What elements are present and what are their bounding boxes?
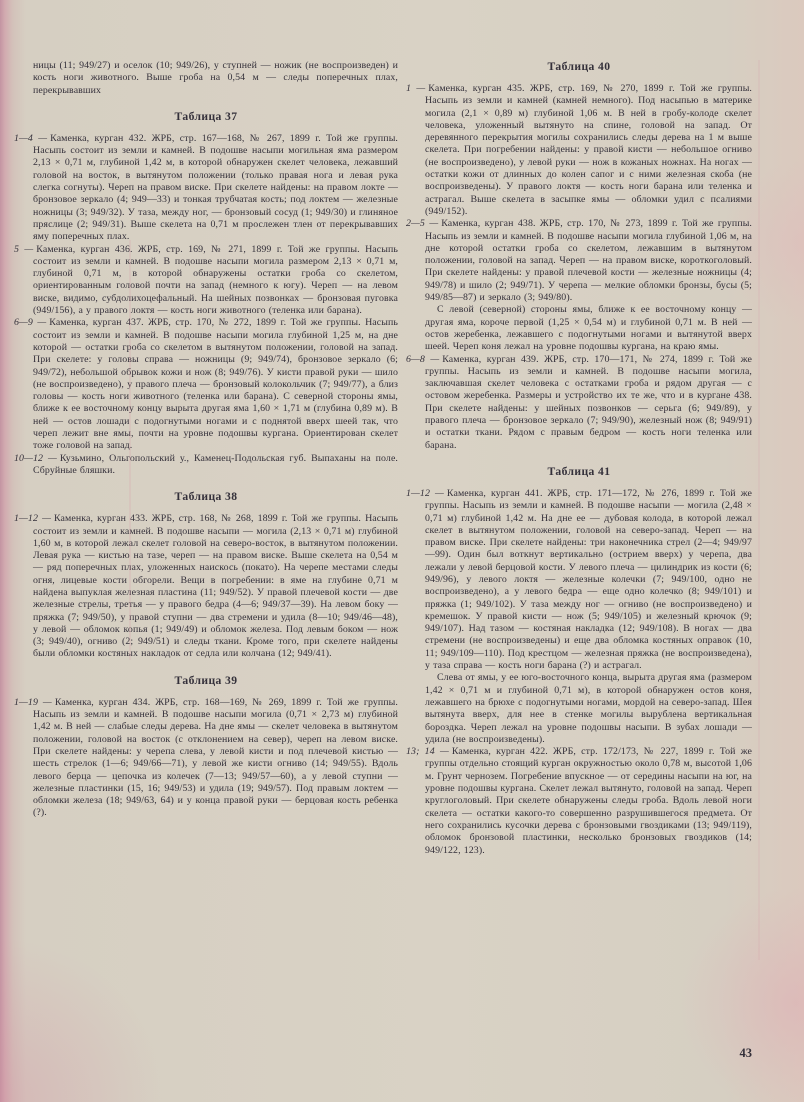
catalog-entry — [14, 317, 398, 452]
entry-number: 1—12 — — [14, 513, 51, 525]
entry-text: Каменка, курган 438. ЖРБ, стр. 170, № 273, 1899 г. Той же группы. Насыпь из земли и камней. В подошве насыпи могила глубиной 1,06 м, на дне которой остатки гроба со скелетом, лежавшим в вытянутом положении, головой на запад. Череп — на правом виске, короткоголовый. При скелете найдены: у правой плечевой кости — железные ножницы (4; 949/78) и шило (2; 949/71). У черепа — мелкие обломки бронзы, бусы (5; 949/85—87) и зеркало (3; 949/80). — [425, 218, 753, 304]
entry-number: 1—19 — — [14, 696, 52, 708]
entry-text: Каменка, курган 433. ЖРБ, стр. 168, № 268, 1899 г. Той же группы. Насыпь состоит из земли и камней. В подошве насыпи — могила (2,13 × 0,71 м) глубиной 1,60 м, в которой лежал скелет головой на северо-восток, в вытянутом положении. Левая рука — кистью на тазе, череп — на правом виске. Выше скелета на 0,54 м — ряд поперечных плах, уложенных наискось (покато). На черепе местами следы огня, лицевые кости обгорели. Вещи в погребении: в яме на глубине 0,71 м найдена выпуклая железная пластина (11; 949/52). У правой плечевой кости — две железные стрелы, третья — у правого бедра (4—6; 949/37—39). На левом боку — пряжка (7; 949/50), у правой ступни — два стремени и удила (8—10; 949/46—48), у левой — обломок копья (1; 949/49) и обломок железа. Под левым боком — нож (3; 949/40), огниво (2; 949/51) и следы ткани. Кроме того, при скелете найдены были обломки костяных накладок от седла или колчана (12; 949/41). — [33, 513, 398, 660]
catalog-entry — [406, 746, 752, 857]
entry-text: Каменка, курган 435. ЖРБ, стр. 169, № 270, 1899 г. Той же группы. Насыпь из земли и камней (камней немного). Под насыпью в материке могила (2,1 × 0,89 м) глубиной 1,06 м. В ней в гробу-колоде скелет человека, уложенный вытянуто на спине, головой на запад. От деревянного перекрытия могилы сохранились следы дерева на 1 м выше скелета. При погребении найдены: у правой кисти — небольшое огниво (не воспроизведено), у левой руки — нож в кожаных ножнах. На ногах — остатки кожи от длинных до колен сапог и с ними железная скоба (не воспроизведены). У правого локтя — кость ноги барана или теленка и астрагал. Выше скелета в засыпке ямы — обломки удил с псалиями (949/152). — [425, 83, 752, 217]
catalog-entry — [406, 354, 752, 452]
entry-text: Каменка, курган 441. ЖРБ, стр. 171—172, № 276, 1899 г. Той же группы. Насыпь из земли и камней. В подошве насыпи — могила (2,48 × 0,71 м) глубиной 1,42 м. На дне ее — дубовая колода, в которой лежал скелет в вытянутом положении, головой на северо-запад. Череп — на правом виске. При скелете найдены: три наконечника стрел (2—4; 949/97—99). Один был воткнут вертикально (острием вверх) у черепа, два лежали у левой берцовой кости. У левого плеча — цилиндрик из кости (6; 949/96), у левого локтя — железные колечки (7; 949/100, одно не воспроизведено), а у левого бедра — еще одно колечко (8; 949/101) и пряжка (1; 949/102). У таза между ног — огниво (не воспроизведено) и кремешок. У правой кисти — нож (5; 949/105) и железный крючок (9; 949/107). Над тазом — костяная накладка (12; 949/108). В ногах — два стремени (не воспроизведены) и еще два обломка костяных оправок (10, 11; 949/109—110). Под крестцом — железная пряжка (не воспроизведена), у таза справа — кость ноги барана (?) и астрагал. — [425, 487, 752, 672]
catalog-entry — [14, 453, 398, 478]
entry-text-second-paragraph: С левой (северной) стороны ямы, ближе к ее восточному концу — другая яма, короче первой (1,25 × 0,54 м) и глубиной 0,71 м. В ней — остов жеребенка, лежавшего с подогнутыми ногами и вытянутой вверх шеей. Череп коня лежал на уровне подошвы кургана, на краю ямы. — [425, 304, 752, 353]
entry-text-second-paragraph: Слева от ямы, у ее юго-восточного конца, вырыта другая яма (размером 1,42 × 0,71 м и глубиной 0,71 м), в которой обнаружен остов коня, лежавшего на брюхе с подогнутыми ногами, мордой на северо-запад. Шея вытянута вверх, для нее в стенке могилы вырублена вертикальная бороздка. Череп лежал на уровне подошвы насыпи. В зубах лошади — удила (не воспроизведены). — [425, 672, 752, 745]
catalog-entry — [406, 218, 752, 353]
catalog-entry — [14, 133, 398, 244]
entry-number: 6—9 — — [14, 317, 47, 329]
entry-number: 1—12 — — [406, 487, 444, 499]
table-37-heading: Таблица 37 — [174, 109, 238, 123]
table-40-heading: Таблица 40 — [547, 60, 611, 73]
entry-text: Каменка, курган 434. ЖРБ, стр. 168—169, № 269, 1899 г. Той же группы. Насыпь из земли и камней. В подошве насыпи могила (0,71 × 2,73 м) глубиной 1,42 м. В ней — слабые следы дерева. На дне ямы — скелет человека в вытянутом положении, головой на восток (с отклонением на север), череп на левом виске. При скелете найдены: у черепа слева, у левой кисти и под плечевой кистью — шесть стрелок (1—6; 949/66—71), у левой же кисти огниво (14; 949/55). Вдоль левого берца — цепочка из колечек (7—13; 949/57—60), а у левой ступни — железные пластинки (15, 16; 949/53) и удила (19; 949/57). Под правым локтем — обломки железа (18; 949/63, 64) и у конца правой руки — берцовая кость ребенка (?). — [33, 696, 398, 819]
left-column — [14, 60, 398, 857]
catalog-entry — [406, 83, 752, 218]
entry-text: Кузьмино, Ольгопольский у., Каменец-Подольская губ. Выпаханы на поле. Сбруйные бляшки. — [33, 452, 399, 476]
continuation-paragraph: ницы (11; 949/27) и оселок (10; 949/26), у ступней — ножик (не воспроизведен) и кость ноги животного. Выше гроба на 0,54 м — следы поперечных плах, перекрывавших — [33, 60, 398, 96]
entry-number: 1 — — [406, 83, 426, 94]
catalog-entry — [14, 697, 398, 820]
entry-number: 2—5 — — [406, 218, 439, 230]
table-39-heading: Таблица 39 — [174, 673, 238, 687]
entry-number: 10—12 — — [14, 452, 57, 464]
entry-text: Каменка, курган 437. ЖРБ, стр. 170, № 272, 1899 г. Той же группы. Насыпь состоит из земли и камней. В подошве насыпи могила глубиной 1,25 м, на дне которой — остатки гроба со скелетом в вытянутом положении, головой на запад. При скелете: у головы справа — ножницы (9; 949/74), бронзовое зеркало (6; 949/72), небольшой обрывок кожи и нож (8; 949/76). У кисти правой руки — шило (не воспроизведено), у правого плеча — бронзовый колокольчик (7; 949/77), а близ головы — кость ноги животного (теленка или барана). С северной стороны ямы, ближе к ее восточному концу вырыта другая яма 1,60 × 1,71 м (глубина 0,89 м). В ней — остов лошади с подогнутыми ногами и с поднятой вверх шеей так, что череп лежит вне ямы, почти на уровне подошвы кургана. Ориентирован скелет тоже головой на запад. — [33, 317, 398, 452]
entry-number: 5 — — [14, 243, 34, 255]
page-number: 43 — [739, 1046, 752, 1060]
right-column — [406, 60, 752, 857]
catalog-entry — [406, 488, 752, 746]
entry-number: 1—4 — — [14, 132, 48, 144]
entry-number: 13; 14 — — [406, 746, 449, 758]
catalog-entry — [14, 513, 398, 661]
entry-text: Каменка, курган 422. ЖРБ, стр. 172/173, № 227, 1899 г. Той же группы отдельно стоящий курган окружностью около 0,78 м, высотой 1,06 м. Грунт чернозем. Погребение впускное — от середины насыпи на юг, на уровне подошвы кургана. Скелет лежал вытянуто, головой на запад. Череп круглоголовый. При скелете обнаружены следы гроба. Вдоль левой ноги скелета — остатки какого-то совершенно разрушившегося предмета. От него сохранились кусочки дерева с бронзовыми гвоздиками (13; 949/119), обломок бронзовой пластинки, несколько бронзовых гвоздиков (14; 949/122, 123). — [425, 746, 753, 856]
entry-text: Каменка, курган 432. ЖРБ, стр. 167—168, № 267, 1899 г. Той же группы. Насыпь состоит из земли и камней. В подошве насыпи могильная яма размером 2,13 × 0,71 м, глубиной 1,42 м, в которой обнаружен скелет человека, лежавший головой на восток, в вытянутом положении (только правая нога и левая рука слегка согнуты). Череп на правом виске. При скелете найдены: на правом локте — бронзовое зеркало (4; 949—33) и тонкая трубчатая кость; под локтем — железные ножницы (3; 949/32). У таза, между ног, — бронзовый сосуд (1; 949/30) и глиняное пряслице (2; 949/31). Выше скелета на 0,71 м прослежен тлен от перекрывавших яму поперечных плах. — [33, 132, 398, 243]
catalog-entry — [14, 244, 398, 318]
table-41-heading: Таблица 41 — [547, 464, 611, 478]
entry-text: Каменка, курган 439. ЖРБ, стр. 170—171, № 274, 1899 г. Той же группы. Насыпь из земли и камней. В подошве насыпи могила, заключавшая скелет человека с остатками гроба и рядом другая — с остовом жеребенка. Размеры и устройство их те же, что и в кургане 438. При скелете найдены: у шейных позвонков — серьга (6; 949/89), у правого плеча — бронзовое зеркало (7; 949/90), железный нож (8; 949/91) и остатки ткани. Рядом с правым бедром — кость ноги теленка или барана. — [425, 353, 752, 451]
entry-text: Каменка, курган 436. ЖРБ, стр. 169, № 271, 1899 г. Той же группы. Насыпь состоит из земли и камней. В подошве насыпи могила размером 2,13 × 0,71 м, глубиной 0,71 м, в которой обнаружены остатки гроба со скелетом, ориентированным головой почти на запад (немного к югу). Череп — на левом виске, видимо, субдолихоцефальный. На шейных позвонках — бронзовая пуговка (949/156), а у правого локтя — кость ноги животного (теленка или барана). — [33, 243, 398, 317]
entry-number: 6—8 — — [406, 353, 440, 365]
table-38-heading: Таблица 38 — [174, 490, 238, 504]
